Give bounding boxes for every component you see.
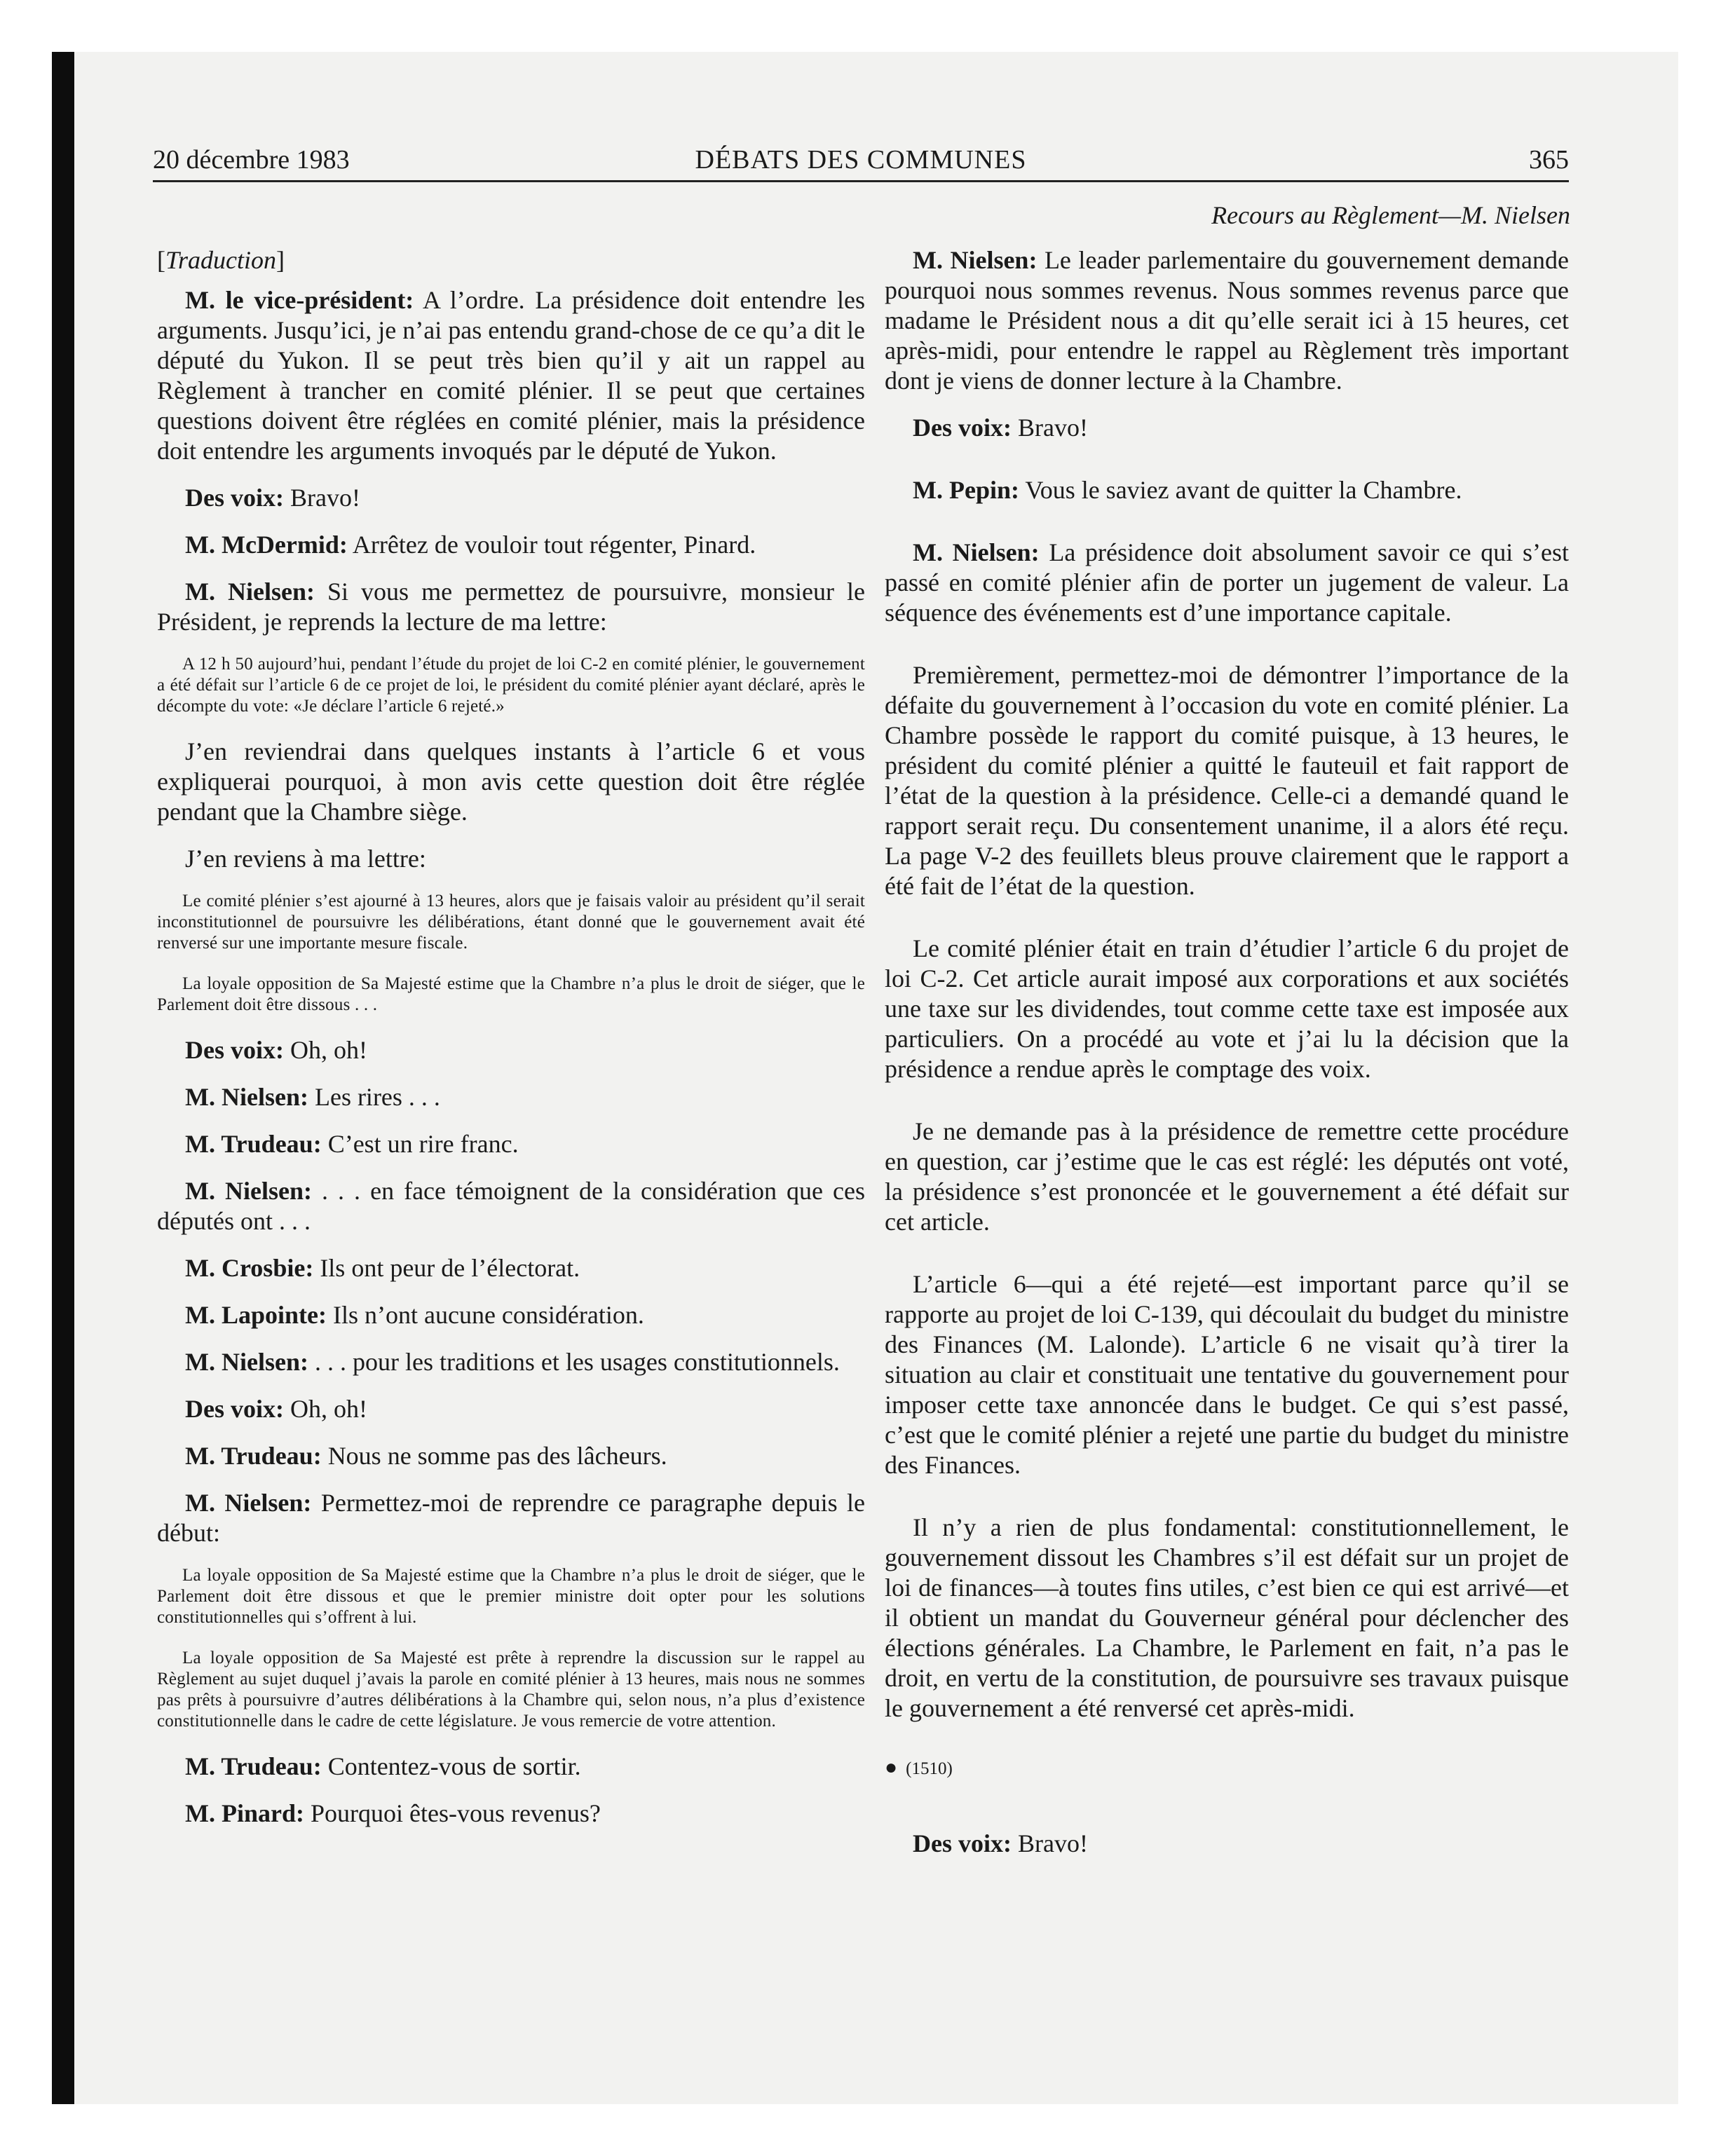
speaker: Des voix: [185, 484, 284, 512]
speaker: M. Nielsen: [913, 246, 1037, 274]
paragraph: L’article 6—qui a été rejeté—est important parce qu’il se rapporte au projet de loi C-139, qui découlait du budget du ministre des Finances (M. Lalonde). L’article 6 ne visait qu’à tirer la situation au clair et constituait une tentative du gouvernement pour imposer cette taxe annoncée dans le budget. Ce qui s’est passé, c’est que le comité plénier a rejeté une partie du budget du ministre des Finances. [885, 1270, 1569, 1479]
speech-text: Ils n’ont aucune considération. [327, 1301, 644, 1329]
paragraph: J’en reviendrai dans quelques instants à l’article 6 et vous expliquerai pourquoi, à mon avis cette question doit être réglée pendant que la Chambre siège. [157, 737, 865, 826]
speaker: M. Pinard: [185, 1799, 304, 1827]
speech-text: Les rires . . . [308, 1083, 440, 1111]
quoted-letter: Le comité plénier s’est ajourné à 13 heures, alors que je faisais valoir au président qu’il serait inconstitutionnel de poursuivre les délibérations, étant donné que le gouvernement avait été renversé sur une importante mesure fiscale. [157, 892, 865, 953]
speaker: M. Trudeau: [185, 1752, 322, 1780]
speech-text: A l’ordre. La présidence doit entendre les arguments. Jusqu’ici, je n’ai pas entendu grand-chose de ce qu’a dit le député du Yukon. Il se peut très bien qu’il y ait un rappel au Règlement à trancher en comité plénier. Il se peut que certaines questions doivent être réglées en comité plénier, mais la présidence doit entendre les arguments invoqués par le député de Yukon. [157, 286, 866, 465]
paragraph: Le comité plénier était en train d’étudier l’article 6 du projet de loi C-2. Cet article aurait imposé aux corporations et aux sociétés une taxe sur les dividendes, tout comme cette taxe est imposée aux particuliers. On a procédé au vote et j’ai lu la décision que la présidence a rendue après le comptage des voix. [885, 934, 1569, 1083]
speech-text: Si vous me permettez de poursuivre, monsieur le Président, je reprends la lecture de ma lettre: [157, 578, 865, 636]
speech-text: Bravo! [283, 484, 360, 512]
speech-text: C’est un rire franc. [321, 1130, 519, 1158]
speech [885, 475, 1569, 505]
paragraph: Il n’y a rien de plus fondamental: constitutionnellement, le gouvernement dissout les Chambres s’il est défait sur un projet de loi de finances—à toutes fins utiles, c’est bien ce qui est arrivé—et il obtient un mandat du Gouverneur général pour déclencher des élections générales. La Chambre, le Parlement en fait, n’a pas le droit, en vertu de la constitution, de poursuivre ses travaux puisque le gouvernement a été renversé cet après-midi. [885, 1513, 1569, 1722]
speaker: Des voix: [185, 1395, 284, 1423]
speech-text: Bravo! [1011, 414, 1088, 442]
speech-text: . . . pour les traditions et les usages constitutionnels. [308, 1348, 840, 1376]
speech-text: Vous le saviez avant de quitter la Chambre. [1019, 476, 1462, 504]
header-title: DÉBATS DES COMMUNES [695, 145, 1027, 175]
speech-text: Oh, oh! [283, 1036, 367, 1064]
paragraph: J’en reviens à ma lettre: [185, 845, 426, 873]
quoted-letter: La loyale opposition de Sa Majesté est prête à reprendre la discussion sur le rappel au Règlement au sujet duquel j’avais la parole en comité plénier à 13 heures, mais nous ne sommes pas prêts à poursuivre d’autres délibérations à la Chambre qui, selon nous, n’a plus d’existence constitutionnelle dans le cadre de cette législature. Je vous remercie de votre attention. [157, 1649, 865, 1731]
speech [157, 1129, 865, 1159]
speech-text: Le leader parlementaire du gouvernement demande pourquoi nous sommes revenus. Nous sommes revenus parce que madame le Président nous a dit qu’elle serait ici à 15 heures, cet après-midi, pour entendre le rappel au Règlement très important dont je viens de donner lecture à la Chambre. [885, 246, 1569, 395]
right-column [885, 245, 1569, 1876]
speaker: M. Nielsen: [185, 1348, 308, 1376]
speech [157, 1082, 865, 1112]
speaker: M. le vice-président: [185, 286, 414, 314]
speaker: M. Nielsen: [913, 538, 1040, 566]
speech-text: Nous ne somme pas des lâcheurs. [321, 1442, 667, 1470]
speech [157, 1394, 865, 1424]
speaker: Des voix: [913, 1829, 1012, 1857]
running-head: Recours au Règlement—M. Nielsen [1211, 201, 1570, 229]
speaker: Des voix: [913, 414, 1012, 442]
time-marker [885, 1756, 1569, 1780]
left-column [157, 245, 865, 1845]
speech-text: Ils ont peur de l’électorat. [313, 1254, 580, 1282]
speech-text: Oh, oh! [283, 1395, 367, 1423]
speech [157, 577, 865, 637]
page-number: 365 [1529, 145, 1569, 175]
speaker: M. Nielsen: [185, 1083, 308, 1111]
speech [157, 1347, 865, 1377]
speech [157, 1752, 865, 1782]
time-stamp: (1510) [906, 1759, 953, 1778]
speech-text: Arrêtez de vouloir tout régenter, Pinard. [347, 531, 756, 559]
speech-text: . . . en face témoignent de la considération que ces députés ont . . . [157, 1177, 865, 1235]
speech [157, 1176, 865, 1236]
speaker: M. McDermid: [185, 531, 348, 559]
speaker: Des voix: [185, 1036, 284, 1064]
speech [157, 1441, 865, 1471]
speech [157, 1799, 865, 1829]
speaker: M. Nielsen: [185, 1177, 312, 1205]
header-rule [153, 180, 1569, 182]
paragraph: Je ne demande pas à la présidence de remettre cette procédure en question, car j’estime que le cas est réglé: les députés ont voté, la présidence s’est prononcée et le gouvernement a été défait sur cet article. [885, 1117, 1569, 1236]
speaker: M. Trudeau: [185, 1130, 322, 1158]
speech-text: Contentez-vous de sortir. [321, 1752, 581, 1780]
speech [157, 1035, 865, 1065]
speaker: M. Nielsen: [185, 1489, 312, 1517]
quoted-letter: A 12 h 50 aujourd’hui, pendant l’étude du projet de loi C-2 en comité plénier, le gouvernement a été défait sur l’article 6 de ce projet de loi, le président du comité plénier ayant déclaré, après le décompte du vote: «Je déclare l’article 6 rejeté.» [157, 655, 865, 716]
speech [885, 1829, 1569, 1859]
speech-text: Bravo! [1011, 1829, 1088, 1857]
speech [157, 285, 865, 466]
translation-label: [Traduction] [157, 246, 285, 274]
speech-text: La présidence doit absolument savoir ce qui s’est passé en comité plénier afin de porter un jugement de valeur. La séquence des événements est d’une importance capitale. [885, 538, 1569, 627]
speech [157, 483, 865, 513]
speaker: M. Crosbie: [185, 1254, 314, 1282]
speech [885, 413, 1569, 443]
speech [157, 1488, 865, 1548]
speaker: M. Trudeau: [185, 1442, 322, 1470]
header-date: 20 décembre 1983 [153, 145, 350, 175]
bullet-icon: ● [885, 1756, 898, 1779]
page-header [153, 144, 1569, 179]
paragraph: Premièrement, permettez-moi de démontrer l’importance de la défaite du gouvernement à l’occasion du vote en comité plénier. La Chambre possède le rapport du comité puisque, à 13 heures, le président du comité plénier a quitté le fauteuil et fait rapport de l’état de la question à la présidence. Celle-ci a demandé quand le rapport serait reçu. Du consentement unanime, il a alors été reçu. La page V-2 des feuillets bleus prouve clairement que le rapport a été fait de l’état de la question. [885, 661, 1569, 900]
speech-text: Permettez-moi de reprendre ce paragraphe depuis le début: [157, 1489, 865, 1547]
speaker: M. Pepin: [913, 476, 1019, 504]
speech [157, 530, 865, 560]
quoted-letter: La loyale opposition de Sa Majesté estime que la Chambre n’a plus le droit de siéger, que le Parlement doit être dissous et que le premier ministre doit opter pour les solutions constitutionnelles qui s’offrent à lui. [157, 1566, 865, 1627]
speech [157, 1300, 865, 1330]
speaker: M. Lapointe: [185, 1301, 327, 1329]
speech-text: Pourquoi êtes-vous revenus? [304, 1799, 601, 1827]
speech [885, 538, 1569, 628]
speech [885, 245, 1569, 396]
speaker: M. Nielsen: [185, 578, 315, 606]
speech [157, 1253, 865, 1283]
scan-edge [52, 52, 74, 2104]
quoted-letter: La loyale opposition de Sa Majesté estime que la Chambre n’a plus le droit de siéger, que le Parlement doit être dissous . . . [157, 974, 865, 1014]
